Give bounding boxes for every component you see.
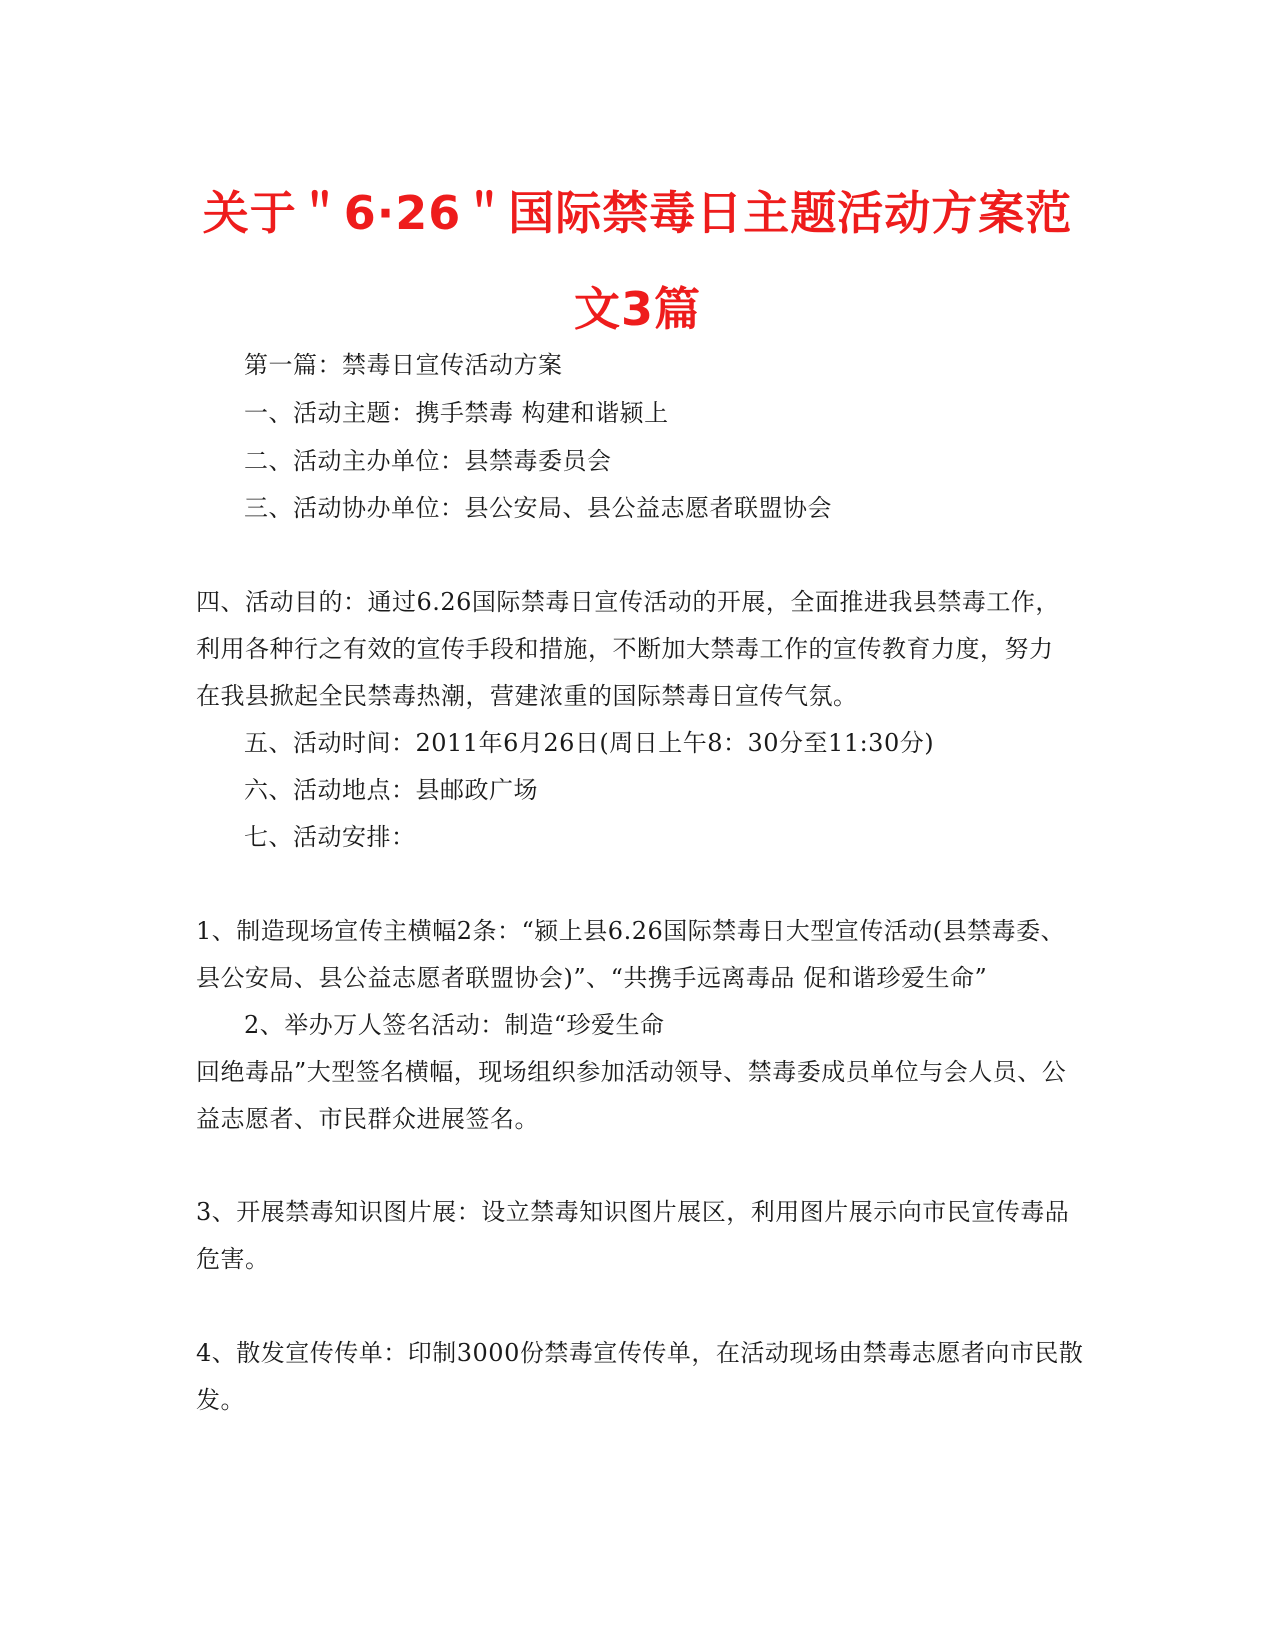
arrangement-2-line-2: 回绝毒品”大型签名横幅，现场组织参加活动领导、禁毒委成员单位与会人员、公 <box>196 1058 1067 1086</box>
arrangement-3-line-1: 3、开展禁毒知识图片展：设立禁毒知识图片展区，利用图片展示向市民宣传毒品 <box>196 1198 1070 1226</box>
section-heading: 第一篇：禁毒日宣传活动方案 <box>244 351 563 379</box>
activity-organizer: 二、活动主办单位：县禁毒委员会 <box>244 447 612 475</box>
activity-theme: 一、活动主题：携手禁毒 构建和谐颍上 <box>244 399 669 427</box>
activity-purpose-line-2: 利用各种行之有效的宣传手段和措施，不断加大禁毒工作的宣传教育力度，努力 <box>196 635 1054 663</box>
document-title-line-1: 关于＂6·26＂国际禁毒日主题活动方案范 <box>202 186 1073 240</box>
arrangement-1-line-1: 1、制造现场宣传主横幅2条：“颍上县6.26国际禁毒日大型宣传活动(县禁毒委、 <box>196 917 1066 945</box>
activity-co-organizer: 三、活动协办单位：县公安局、县公益志愿者联盟协会 <box>244 494 832 522</box>
activity-arrangement-heading: 七、活动安排： <box>244 823 416 851</box>
document-title-line-2: 文3篇 <box>573 282 701 336</box>
activity-purpose-line-3: 在我县掀起全民禁毒热潮，营建浓重的国际禁毒日宣传气氛。 <box>196 682 858 710</box>
arrangement-4-line-1: 4、散发宣传传单：印制3000份禁毒宣传传单，在活动现场由禁毒志愿者向市民散 <box>196 1339 1084 1367</box>
arrangement-2-line-1: 2、举办万人签名活动：制造“珍爱生命 <box>244 1011 665 1039</box>
activity-location: 六、活动地点：县邮政广场 <box>244 776 538 804</box>
arrangement-1-line-2: 县公安局、县公益志愿者联盟协会)”、“共携手远离毒品 促和谐珍爱生命” <box>196 964 988 992</box>
activity-time: 五、活动时间：2011年6月26日(周日上午8：30分至11:30分) <box>244 729 935 757</box>
activity-purpose-line-1: 四、活动目的：通过6.26国际禁毒日宣传活动的开展，全面推进我县禁毒工作， <box>196 588 1060 616</box>
arrangement-3-line-2: 危害。 <box>196 1245 270 1273</box>
arrangement-4-line-2: 发。 <box>196 1386 245 1414</box>
arrangement-2-line-3: 益志愿者、市民群众进展签名。 <box>196 1105 539 1133</box>
